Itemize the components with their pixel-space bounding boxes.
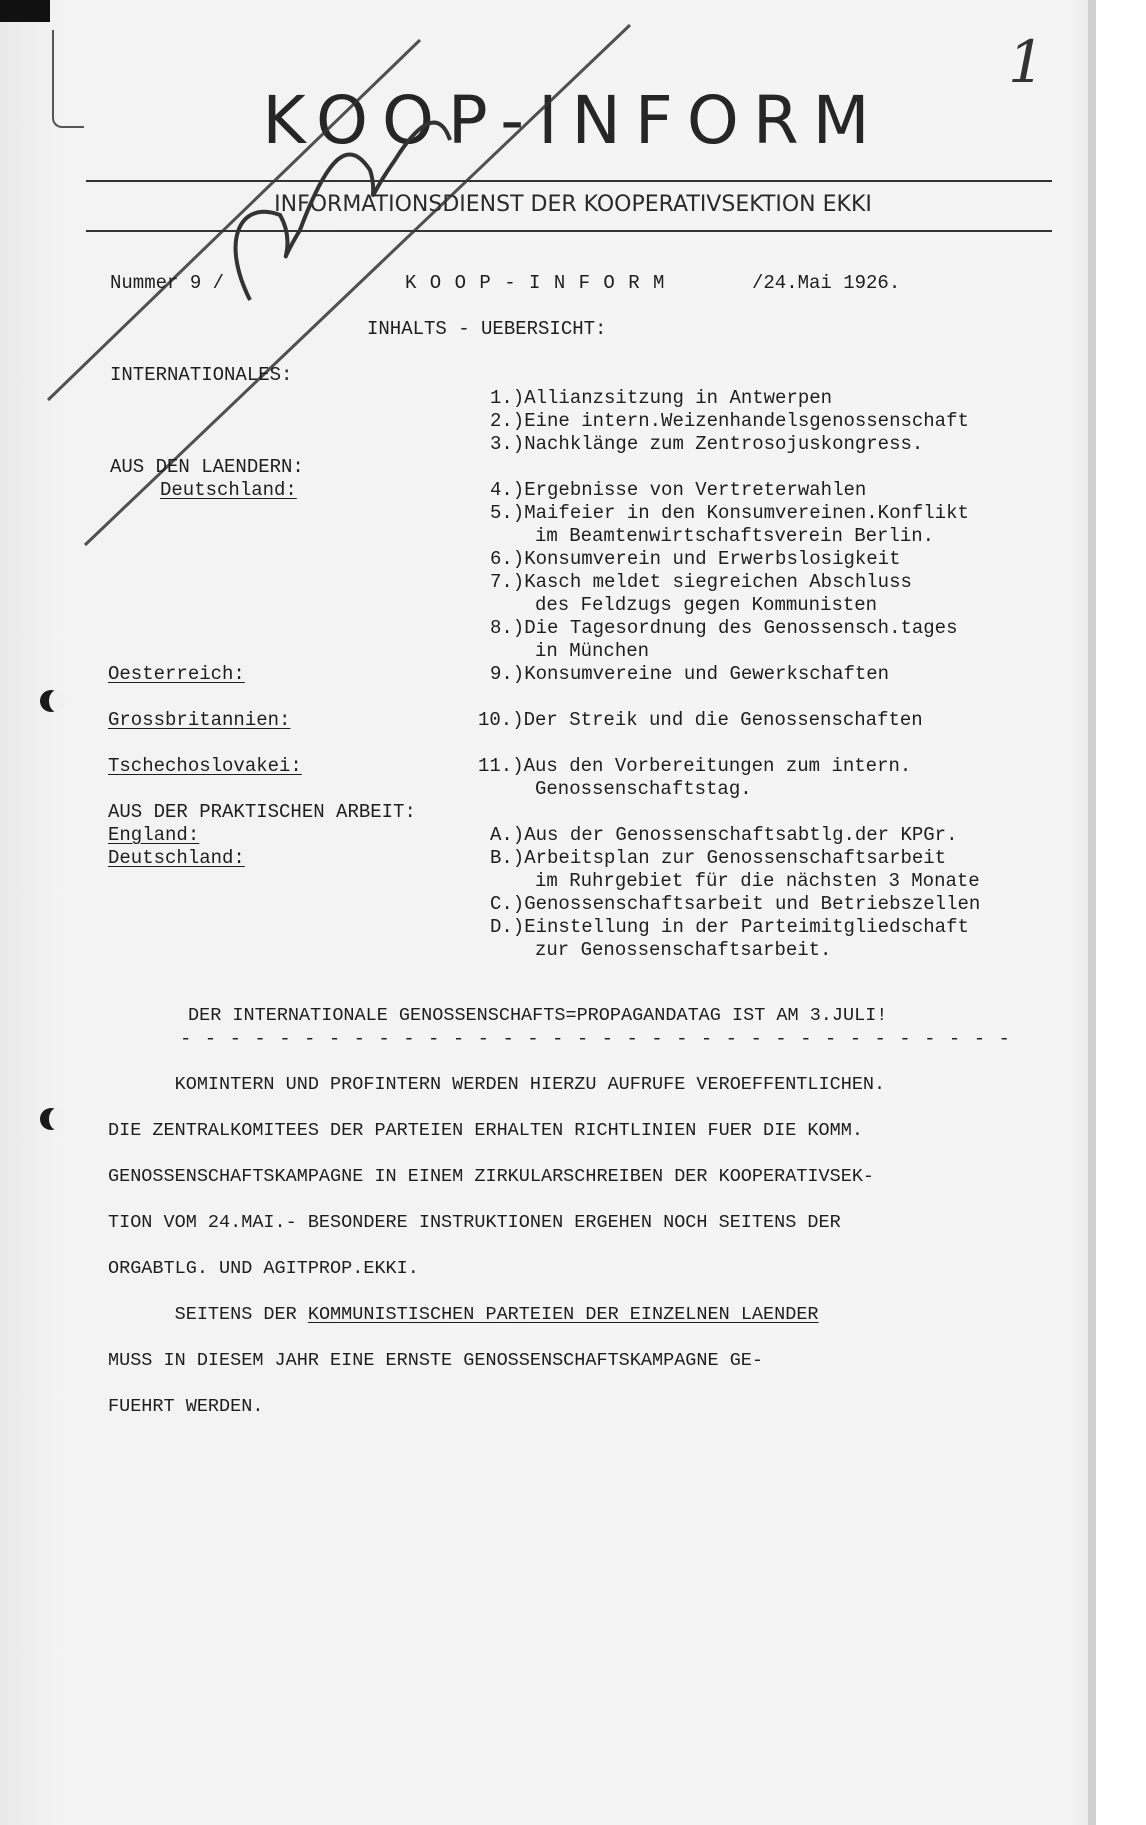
section-internationales: INTERNATIONALES: (110, 364, 293, 386)
toc-item: 2.)Eine intern.Weizenhandelsgenossenschaft (490, 410, 969, 432)
toc-item-continued: im Beamtenwirtschaftsverein Berlin. (535, 525, 935, 547)
toc-item-continued: des Feldzugs gegen Kommunisten (535, 594, 878, 616)
underlined-phrase: KOMMUNISTISCHEN PARTEIEN DER EINZELNEN LAENDER (307, 1304, 819, 1325)
punch-hole (40, 690, 62, 712)
paragraph-line: KOMINTERN UND PROFINTERN WERDEN HIERZU AUFRUFE VEROEFFENTLICHEN. (108, 1074, 886, 1095)
toc-item: 3.)Nachklänge zum Zentrosojuskongress. (490, 433, 924, 455)
issue-center-title: K O O P - I N F O R M (405, 272, 666, 294)
issue-date: /24.Mai 1926. (752, 272, 901, 294)
toc-item: 10.)Der Streik und die Genossenschaften (478, 709, 923, 731)
toc-item: 5.)Maifeier in den Konsumvereinen.Konflikt (490, 502, 969, 524)
section-tschechoslovakei: Tschechoslovakei: (108, 755, 302, 777)
page-number: 1 (1008, 28, 1045, 96)
toc-item: 6.)Konsumverein und Erwerbslosigkeit (490, 548, 901, 570)
toc-item: 9.)Konsumvereine und Gewerkschaften (490, 663, 890, 685)
section-deutschland-2: Deutschland: (108, 847, 245, 869)
paragraph-line: SEITENS DER KOMMUNISTISCHEN PARTEIEN DER EINZELNEN LAENDER (108, 1304, 819, 1325)
announcement: DER INTERNATIONALE GENOSSENSCHAFTS=PROPAGANDATAG IST AM 3.JULI! (188, 1005, 888, 1026)
toc-item: 1.)Allianzsitzung in Antwerpen (490, 387, 833, 409)
toc-item: B.)Arbeitsplan zur Genossenschaftsarbeit (490, 847, 947, 869)
section-deutschland: Deutschland: (160, 479, 297, 501)
section-grossbritannien: Grossbritannien: (108, 709, 291, 731)
toc-title: INHALTS - UEBERSICHT: (367, 318, 607, 340)
paragraph-line: TION VOM 24.MAI.- BESONDERE INSTRUKTIONEN ERGEHEN NOCH SEITENS DER (108, 1212, 841, 1233)
toc-item: D.)Einstellung in der Parteimitgliedschaft (490, 916, 969, 938)
issue-number: Nummer 9 / (110, 272, 225, 294)
toc-item-continued: Genossenschaftstag. (535, 778, 752, 800)
toc-item: C.)Genossenschaftsarbeit und Betriebszellen (490, 893, 981, 915)
toc-item: A.)Aus der Genossenschaftsabtlg.der KPGr. (490, 824, 958, 846)
toc-item-continued: zur Genossenschaftsarbeit. (535, 939, 832, 961)
toc-item: 7.)Kasch meldet siegreichen Abschluss (490, 571, 912, 593)
paragraph-line: GENOSSENSCHAFTSKAMPAGNE IN EINEM ZIRKULARSCHREIBEN DER KOOPERATIVSEK- (108, 1166, 875, 1187)
paragraph-line: MUSS IN DIESEM JAHR EINE ERNSTE GENOSSENSCHAFTSKAMPAGNE GE- (108, 1350, 764, 1371)
section-praktische-arbeit: AUS DER PRAKTISCHEN ARBEIT: (108, 801, 416, 823)
toc-item-continued: im Ruhrgebiet für die nächsten 3 Monate (535, 870, 980, 892)
punch-hole (40, 1108, 62, 1130)
toc-item: 11.)Aus den Vorbereitungen zum intern. (478, 755, 912, 777)
toc-item-continued: in München (535, 640, 650, 662)
paragraph-line: FUEHRT WERDEN. (108, 1396, 264, 1417)
paragraph-line: DIE ZENTRALKOMITEES DER PARTEIEN ERHALTEN RICHTLINIEN FUER DIE KOMM. (108, 1120, 863, 1141)
section-oesterreich: Oesterreich: (108, 663, 245, 685)
section-england: England: (108, 824, 200, 846)
section-aus-den-laendern: AUS DEN LAENDERN: (110, 456, 304, 478)
toc-item: 4.)Ergebnisse von Vertreterwahlen (490, 479, 867, 501)
dash-rule: - - - - - - - - - - - - - - - - - - - - - - - - - - - - - - - - - - (180, 1028, 1011, 1050)
toc-item: 8.)Die Tagesordnung des Genossensch.tages (490, 617, 958, 639)
paragraph-line: ORGABTLG. UND AGITPROP.EKKI. (108, 1258, 419, 1279)
masthead-title: KOOP-INFORM (262, 82, 884, 159)
masthead-subtitle: INFORMATIONSDIENST DER KOOPERATIVSEKTION EKKI (274, 192, 872, 217)
